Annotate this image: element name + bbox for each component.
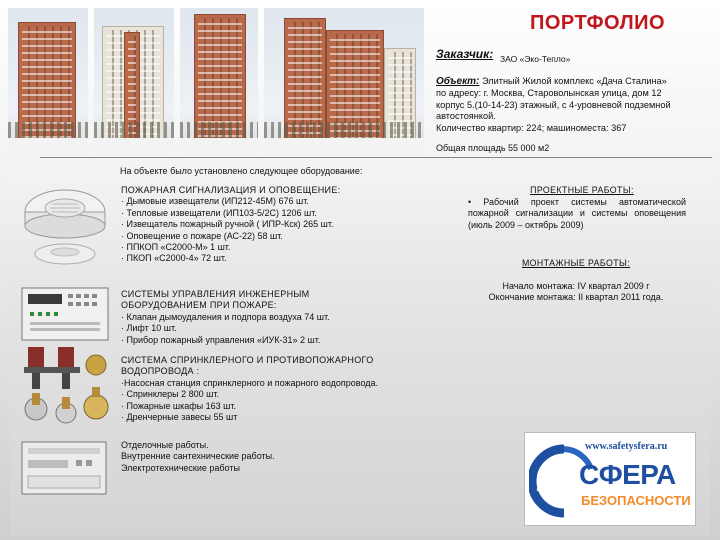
logo-word-bezopasnosti: БЕЗОПАСНОСТИ [581,493,691,508]
object-line-3: корпус 5.(10-14-23) этажный, с 4-уровневой подземной [436,99,671,110]
engineering-control-line: · Лифт 10 шт. [121,323,177,334]
sprinkler-line: · Дренчерные завесы 55 шт [121,412,238,423]
other-works-line: Отделочные работы. [121,440,209,450]
equipment-intro: На объекте было установлено следующее оборудование: [120,166,363,176]
sprinkler-heading: ВОДОПРОВОДА : [121,366,200,377]
installation-works-text [462,281,690,304]
logo-url: www.safetysfera.ru [585,441,668,452]
object-line-2: по адресу: г. Москва, Староволынская улица, дом 12 [436,87,662,98]
control-panel-image [20,284,110,344]
sprinkler-line: ·Насосная станция спринклерного и пожарного водопровода. [121,377,379,388]
other-works-line: Внутренние сантехнические работы. [121,451,275,462]
installation-works-heading: МОНТАЖНЫЕ РАБОТЫ: [521,258,631,268]
building-photo-1 [8,8,88,156]
smoke-detector-image [20,172,110,270]
fire-alarm-line: · Дымовые извещатели (ИП212-45М) 676 шт. [121,196,309,207]
object-description [436,76,704,135]
sprinkler-line: · Спринклеры 2 800 шт. [121,389,220,400]
object-line-1: Элитный Жилой комплекс «Дача Сталина» [479,76,667,86]
fire-alarm-line: · ПКОП «С2000-4» 72 шт. [121,253,227,264]
other-works-line: Электротехнические работы [121,462,240,473]
sprinkler-block [121,355,378,423]
object-label: Объект: [436,76,480,87]
engineering-control-line: · Клапан дымоудаления и подпора воздуха 74 шт. [121,311,330,322]
engineering-control-line: · Прибор пожарный управления «ИУК-31» 2 шт. [121,334,321,345]
installation-end: Окончание монтажа: II квартал 2011 года. [488,292,664,303]
fire-alarm-block [121,185,340,265]
other-works-block [121,440,275,474]
company-logo [524,432,696,526]
building-photo-2 [94,8,174,156]
installation-start: Начало монтажа: IV квартал 2009 г [502,281,650,291]
engineering-control-heading: ОБОРУДОВАНИЕМ ПРИ ПОЖАРЕ: [121,300,277,311]
sprinkler-heading: СИСТЕМА СПРИНКЛЕРНОГО И ПРОТИВОПОЖАРНОГО [121,355,374,365]
sprinkler-line: · Пожарные шкафы 163 шт. [121,400,236,411]
customer-value: ЗАО «Эко-Тепло» [500,54,571,64]
object-line-4: автостоянкой. [436,111,496,122]
customer-label: Заказчик: [436,47,494,61]
page-title: ПОРТФОЛИО [530,12,666,34]
building-photo-4 [264,8,424,156]
object-line-5: Количество квартир: 224; машиноместа: 367 [436,123,627,134]
engineering-control-block [121,289,330,346]
fire-alarm-heading: ПОЖАРНАЯ СИГНАЛИЗАЦИЯ И ОПОВЕЩЕНИЕ: [121,185,341,195]
fire-alarm-line: · ППКОП «С2000-М» 1 шт. [121,242,231,253]
building-photo-3 [180,8,258,156]
electrical-box-image [20,440,108,496]
design-works-heading: ПРОЕКТНЫЕ РАБОТЫ: [530,185,634,195]
total-area: Общая площадь 55 000 м2 [436,143,550,153]
fire-alarm-line: · Тепловые извещатели (ИП103-5/2С) 1206 шт. [121,207,317,218]
fire-alarm-line: · Оповещение о пожаре (АС-22) 58 шт. [121,230,283,241]
engineering-control-heading: СИСТЕМЫ УПРАВЛЕНИЯ ИНЖЕНЕРНЫМ [121,289,310,299]
logo-word-sfera: СФЕРА [579,459,676,490]
design-works-text: • Рабочий проект системы автоматической пожарной сигнализации и системы оповещения (июль 2009 – октябрь 2009) [468,197,686,230]
header-divider [40,157,712,158]
fire-alarm-line: · Извещатель пожарный ручной ( ИПР-Кск) 265 шт. [121,219,334,230]
sprinkler-pump-image [18,343,114,435]
